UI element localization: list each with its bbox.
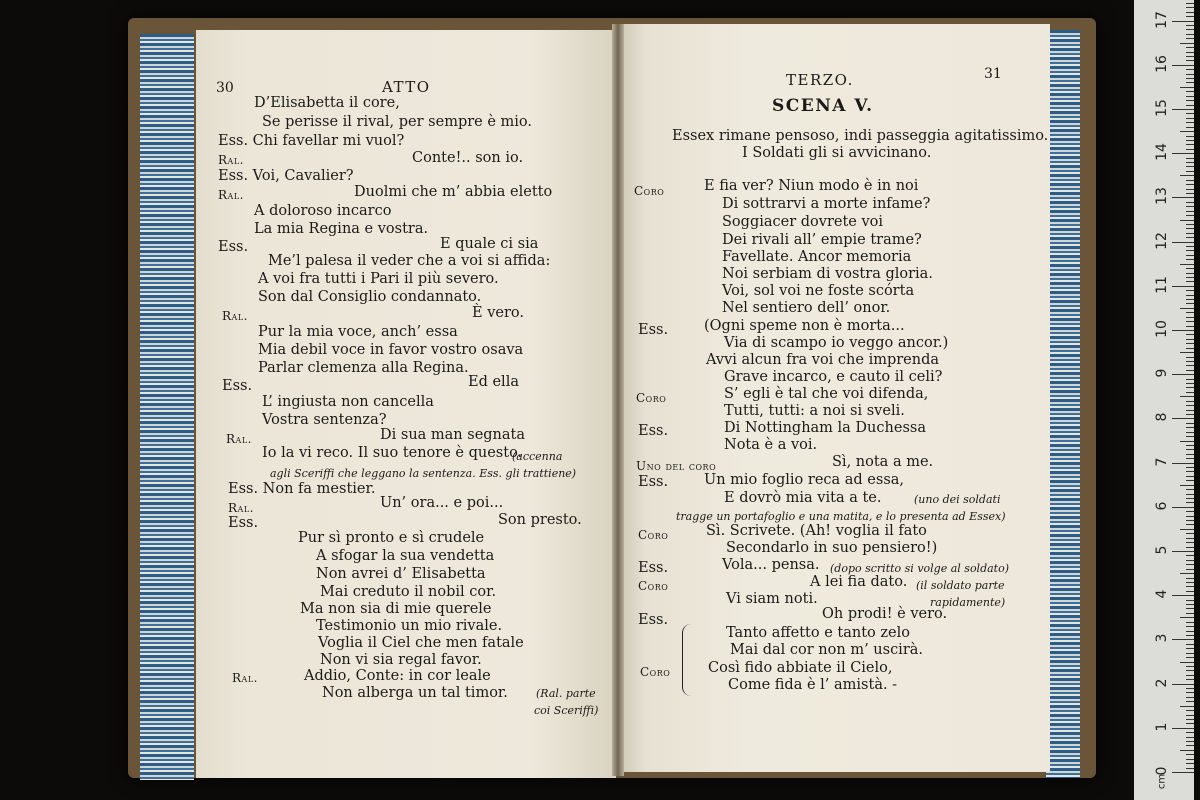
ruler-tick bbox=[1186, 701, 1194, 702]
right-running-header: TERZO. bbox=[786, 71, 854, 89]
ruler-tick bbox=[1180, 706, 1194, 707]
ruler-tick bbox=[1180, 131, 1194, 132]
ruler-tick bbox=[1172, 153, 1194, 154]
scene-title: SCENA V. bbox=[772, 96, 874, 116]
left-text-line: A doloroso incarco bbox=[254, 203, 392, 219]
ruler-tick bbox=[1186, 149, 1194, 150]
right-text-line: I Soldati gli si avvicinano. bbox=[742, 145, 932, 161]
right-text-line: Coro bbox=[634, 184, 665, 198]
ruler-tick bbox=[1180, 750, 1194, 751]
ruler-tick bbox=[1186, 516, 1194, 517]
ruler-number: 6 bbox=[1154, 501, 1170, 511]
ruler-tick bbox=[1186, 471, 1194, 472]
ruler-number: 15 bbox=[1154, 99, 1170, 117]
left-text-line: Ral. bbox=[228, 501, 254, 515]
ruler-tick bbox=[1180, 573, 1194, 574]
left-text-line: (accenna bbox=[512, 450, 563, 463]
ruler-tick bbox=[1186, 648, 1194, 649]
left-text-line: Ral. bbox=[218, 188, 244, 202]
left-text-line: Non vi sia regal favor. bbox=[320, 652, 482, 668]
ruler-tick bbox=[1186, 715, 1194, 716]
ruler-tick bbox=[1186, 47, 1194, 48]
measuring-ruler bbox=[1134, 0, 1194, 800]
ruler-tick bbox=[1172, 463, 1194, 464]
left-text-line: (Ral. parte bbox=[536, 687, 596, 700]
right-text-line: (dopo scritto si volge al soldato) bbox=[830, 562, 1010, 575]
ruler-tick bbox=[1186, 547, 1194, 548]
ruler-tick bbox=[1186, 542, 1194, 543]
left-text-line: Ed ella bbox=[468, 374, 519, 390]
ruler-tick bbox=[1186, 467, 1194, 468]
left-text-line: Non avrei d’ Elisabetta bbox=[316, 566, 486, 582]
left-text-line: Non alberga un tal timor. bbox=[322, 685, 508, 701]
ruler-tick bbox=[1186, 675, 1194, 676]
left-text-line: Vostra sentenza? bbox=[262, 412, 387, 428]
ruler-tick bbox=[1186, 74, 1194, 75]
ruler-tick bbox=[1186, 489, 1194, 490]
ruler-tick bbox=[1186, 454, 1194, 455]
ruler-tick bbox=[1186, 644, 1194, 645]
left-text-line: Ma non sia di mie querele bbox=[300, 601, 492, 617]
ruler-tick bbox=[1186, 560, 1194, 561]
ruler-tick bbox=[1186, 480, 1194, 481]
ruler-tick bbox=[1172, 728, 1194, 729]
ruler-tick bbox=[1186, 600, 1194, 601]
ruler-tick bbox=[1186, 383, 1194, 384]
ruler-tick bbox=[1172, 551, 1194, 552]
ruler-number: 9 bbox=[1154, 368, 1170, 378]
left-text-line: Ral. bbox=[226, 432, 252, 446]
left-text-line: Voglia il Ciel che men fatale bbox=[318, 635, 524, 651]
left-text-line: Addio, Conte: in cor leale bbox=[304, 668, 491, 684]
ruler-tick bbox=[1186, 688, 1194, 689]
ruler-tick bbox=[1186, 657, 1194, 658]
ruler-tick bbox=[1186, 410, 1194, 411]
ruler-number: 11 bbox=[1154, 275, 1170, 294]
left-text-line: Un’ ora... e poi... bbox=[380, 495, 504, 511]
ruler-tick bbox=[1186, 12, 1194, 13]
ruler-number: 2 bbox=[1154, 678, 1170, 688]
ruler-tick bbox=[1186, 392, 1194, 393]
ruler-tick bbox=[1186, 502, 1194, 503]
ruler-tick bbox=[1186, 281, 1194, 282]
ruler-tick bbox=[1186, 16, 1194, 17]
right-text-line: Vola... pensa. bbox=[722, 557, 820, 573]
ruler-tick bbox=[1186, 520, 1194, 521]
chorus-brace bbox=[682, 624, 691, 696]
left-text-line: Son presto. bbox=[498, 512, 582, 528]
left-text-line: Ess. bbox=[218, 239, 249, 255]
right-text-line: Dei rivali all’ empie trame? bbox=[722, 232, 922, 248]
ruler-tick bbox=[1186, 670, 1194, 671]
ruler-tick bbox=[1180, 529, 1194, 530]
book-gutter bbox=[612, 24, 624, 776]
right-text-line: Ess. bbox=[638, 560, 669, 576]
ruler-tick bbox=[1186, 180, 1194, 181]
ruler-tick bbox=[1186, 7, 1194, 8]
left-running-header: ATTO bbox=[382, 78, 431, 96]
ruler-tick bbox=[1186, 533, 1194, 534]
ruler-tick bbox=[1186, 538, 1194, 539]
ruler-number: 17 bbox=[1154, 10, 1170, 29]
ruler-tick bbox=[1186, 259, 1194, 260]
ruler-tick bbox=[1186, 29, 1194, 30]
ruler-tick bbox=[1180, 441, 1194, 442]
ruler-tick bbox=[1186, 582, 1194, 583]
right-text-line: Sì. Scrivete. (Ah! voglia il fato bbox=[706, 523, 927, 539]
right-text-line: Ess. bbox=[638, 474, 669, 490]
right-text-line: Coro bbox=[638, 579, 669, 593]
left-text-line: Ral. bbox=[218, 153, 244, 167]
ruler-tick bbox=[1186, 365, 1194, 366]
ruler-tick bbox=[1186, 604, 1194, 605]
ruler-tick bbox=[1186, 144, 1194, 145]
ruler-number: 5 bbox=[1154, 545, 1170, 555]
ruler-tick bbox=[1186, 339, 1194, 340]
ruler-tick bbox=[1172, 418, 1194, 419]
ruler-tick bbox=[1186, 277, 1194, 278]
ruler-tick bbox=[1186, 476, 1194, 477]
ruler-tick bbox=[1186, 763, 1194, 764]
left-text-line: Di sua man segnata bbox=[380, 427, 526, 443]
left-text-line: La mia Regina e vostra. bbox=[254, 221, 429, 237]
left-text-line: Ess. Voi, Cavalier? bbox=[218, 168, 354, 184]
ruler-tick bbox=[1186, 653, 1194, 654]
ruler-tick bbox=[1172, 639, 1194, 640]
ruler-tick bbox=[1186, 449, 1194, 450]
ruler-tick bbox=[1186, 586, 1194, 587]
right-text-line: Tutti, tutti: a noi si sveli. bbox=[724, 403, 905, 419]
ruler-tick bbox=[1186, 423, 1194, 424]
ruler-tick bbox=[1186, 692, 1194, 693]
left-page-edge bbox=[140, 34, 194, 780]
right-text-line: Mai dal cor non m’ uscirà. bbox=[730, 642, 924, 658]
ruler-tick bbox=[1186, 184, 1194, 185]
left-text-line: A sfogar la sua vendetta bbox=[316, 548, 495, 564]
left-text-line: Parlar clemenza alla Regina. bbox=[258, 360, 469, 376]
ruler-tick bbox=[1180, 220, 1194, 221]
right-text-line: Oh prodi! è vero. bbox=[822, 606, 948, 622]
ruler-tick bbox=[1186, 494, 1194, 495]
ruler-tick bbox=[1186, 759, 1194, 760]
ruler-tick bbox=[1186, 334, 1194, 335]
right-text-line: (uno dei soldati bbox=[914, 493, 1001, 506]
right-text-line: Soggiacer dovrete voi bbox=[722, 214, 884, 230]
ruler-tick bbox=[1186, 158, 1194, 159]
ruler-tick bbox=[1186, 754, 1194, 755]
ruler-tick bbox=[1186, 511, 1194, 512]
ruler-tick bbox=[1186, 723, 1194, 724]
ruler-number: 12 bbox=[1154, 231, 1170, 250]
left-text-line: Duolmi che m’ abbia eletto bbox=[354, 184, 553, 200]
right-text-line: Un mio foglio reca ad essa, bbox=[704, 472, 905, 488]
ruler-tick bbox=[1186, 737, 1194, 738]
ruler-tick bbox=[1186, 569, 1194, 570]
ruler-tick bbox=[1172, 286, 1194, 287]
left-text-line: A voi fra tutti i Pari il più severo. bbox=[258, 271, 499, 287]
ruler-tick bbox=[1186, 206, 1194, 207]
ruler-tick bbox=[1186, 122, 1194, 123]
ruler-tick bbox=[1186, 436, 1194, 437]
ruler-tick bbox=[1186, 202, 1194, 203]
left-text-line: Pur sì pronto e sì crudele bbox=[298, 530, 485, 546]
ruler-tick bbox=[1186, 56, 1194, 57]
ruler-tick bbox=[1186, 91, 1194, 92]
right-text-line: S’ egli è tal che voi difenda, bbox=[724, 386, 929, 402]
left-text-line: Io la vi reco. Il suo tenore è questo. bbox=[262, 445, 523, 461]
ruler-tick bbox=[1186, 193, 1194, 194]
left-text-line: Son dal Consiglio condannato. bbox=[258, 289, 482, 305]
ruler-tick bbox=[1186, 189, 1194, 190]
ruler-tick bbox=[1180, 87, 1194, 88]
ruler-tick bbox=[1186, 370, 1194, 371]
ruler-tick bbox=[1186, 105, 1194, 106]
left-text-line: È vero. bbox=[472, 305, 524, 321]
right-text-line: Coro bbox=[636, 391, 667, 405]
left-text-line: L’ ingiusta non cancella bbox=[262, 394, 434, 410]
ruler-number: 10 bbox=[1154, 320, 1170, 338]
ruler-tick bbox=[1186, 246, 1194, 247]
ruler-tick bbox=[1180, 662, 1194, 663]
ruler-tick bbox=[1186, 631, 1194, 632]
left-text-line: agli Sceriffi che leggano la sentenza. Ess. gli trattiene) bbox=[270, 467, 577, 480]
ruler-tick bbox=[1186, 321, 1194, 322]
ruler-tick bbox=[1186, 60, 1194, 61]
ruler-tick bbox=[1186, 719, 1194, 720]
ruler-tick bbox=[1186, 162, 1194, 163]
ruler-tick bbox=[1186, 414, 1194, 415]
ruler-number: 3 bbox=[1154, 633, 1170, 643]
ruler-tick bbox=[1186, 273, 1194, 274]
right-text-line: Ess. bbox=[638, 423, 669, 439]
left-text-line: Me’l palesa il veder che a voi si affida: bbox=[268, 253, 551, 269]
right-page-edge bbox=[1046, 30, 1080, 778]
right-text-line: Sì, nota a me. bbox=[832, 454, 934, 470]
ruler-number: 14 bbox=[1154, 143, 1170, 162]
ruler-number: 16 bbox=[1154, 54, 1170, 73]
ruler-tick bbox=[1186, 317, 1194, 318]
right-text-line: (il soldato parte bbox=[916, 579, 1005, 592]
right-text-line: tragge un portafoglio e una matita, e lo presenta ad Essex) bbox=[676, 510, 1006, 523]
ruler-number: 1 bbox=[1154, 722, 1170, 732]
ruler-tick bbox=[1180, 352, 1194, 353]
ruler-tick bbox=[1172, 374, 1194, 375]
right-text-line: Come fida è l’ amistà. - bbox=[728, 677, 898, 693]
ruler-tick bbox=[1186, 166, 1194, 167]
right-text-line: (Ogni speme non è morta... bbox=[704, 318, 905, 334]
ruler-tick bbox=[1172, 772, 1194, 773]
ruler-tick bbox=[1186, 555, 1194, 556]
ruler-tick bbox=[1186, 697, 1194, 698]
ruler-tick bbox=[1186, 52, 1194, 53]
ruler-tick bbox=[1172, 507, 1194, 508]
ruler-tick bbox=[1186, 635, 1194, 636]
right-text-line: E dovrò mia vita a te. bbox=[724, 490, 882, 506]
left-text-line: Ess. bbox=[228, 515, 259, 531]
ruler-tick bbox=[1186, 295, 1194, 296]
ruler-tick bbox=[1180, 264, 1194, 265]
ruler-tick bbox=[1186, 100, 1194, 101]
ruler-tick bbox=[1186, 290, 1194, 291]
ruler-number: 7 bbox=[1154, 457, 1170, 467]
right-text-line: Ess. bbox=[638, 612, 669, 628]
ruler-tick bbox=[1186, 224, 1194, 225]
right-text-line: Nota è a voi. bbox=[724, 437, 818, 453]
ruler-tick bbox=[1186, 303, 1194, 304]
ruler-number: 4 bbox=[1154, 589, 1170, 599]
left-text-line: E quale ci sia bbox=[440, 236, 539, 252]
ruler-unit: cm bbox=[1156, 773, 1168, 790]
ruler-tick bbox=[1186, 140, 1194, 141]
ruler-tick bbox=[1186, 361, 1194, 362]
ruler-tick bbox=[1186, 237, 1194, 238]
left-text-line: Conte!.. son io. bbox=[412, 150, 524, 166]
left-text-line: Testimonio un mio rivale. bbox=[316, 618, 503, 634]
ruler-tick bbox=[1186, 578, 1194, 579]
left-page-number: 30 bbox=[216, 80, 234, 96]
left-text-line: Ess. Chi favellar mi vuol? bbox=[218, 133, 405, 149]
left-text-line: coi Sceriffi) bbox=[534, 704, 599, 717]
ruler-tick bbox=[1186, 679, 1194, 680]
ruler-tick bbox=[1186, 299, 1194, 300]
ruler-tick bbox=[1186, 405, 1194, 406]
ruler-tick bbox=[1186, 215, 1194, 216]
ruler-tick bbox=[1180, 43, 1194, 44]
ruler-tick bbox=[1186, 357, 1194, 358]
left-text-line: D’Elisabetta il core, bbox=[254, 95, 400, 111]
ruler-tick bbox=[1186, 171, 1194, 172]
ruler-tick bbox=[1186, 524, 1194, 525]
ruler-tick bbox=[1172, 330, 1194, 331]
ruler-tick bbox=[1186, 498, 1194, 499]
ruler-tick bbox=[1186, 343, 1194, 344]
left-text-line: Ral. bbox=[232, 671, 258, 685]
ruler-tick bbox=[1186, 78, 1194, 79]
right-text-line: Grave incarco, e cauto il celi? bbox=[724, 369, 943, 385]
ruler-tick bbox=[1186, 228, 1194, 229]
ruler-tick bbox=[1186, 25, 1194, 26]
ruler-tick bbox=[1186, 255, 1194, 256]
right-text-line: Tanto affetto e tanto zelo bbox=[726, 625, 910, 641]
ruler-tick bbox=[1186, 268, 1194, 269]
ruler-tick bbox=[1186, 38, 1194, 39]
right-text-line: Di sottrarvi a morte infame? bbox=[722, 196, 931, 212]
ruler-tick bbox=[1186, 96, 1194, 97]
right-text-line: Nel sentiero dell’ onor. bbox=[722, 300, 891, 316]
ruler-tick bbox=[1186, 622, 1194, 623]
right-text-line: Avvi alcun fra voi che imprenda bbox=[706, 352, 940, 368]
ruler-tick bbox=[1186, 732, 1194, 733]
ruler-number: 0 bbox=[1154, 766, 1170, 776]
ruler-tick bbox=[1172, 684, 1194, 685]
left-text-line: Mia debil voce in favor vostro osava bbox=[258, 342, 524, 358]
ruler-tick bbox=[1186, 312, 1194, 313]
ruler-tick bbox=[1186, 401, 1194, 402]
ruler-tick bbox=[1172, 197, 1194, 198]
ruler-tick bbox=[1186, 211, 1194, 212]
ruler-tick bbox=[1180, 308, 1194, 309]
ruler-tick bbox=[1186, 564, 1194, 565]
left-text-line: Ess. bbox=[222, 378, 253, 394]
ruler-tick bbox=[1186, 432, 1194, 433]
ruler-tick bbox=[1186, 458, 1194, 459]
ruler-tick bbox=[1186, 710, 1194, 711]
right-text-line: Via di scampo io veggo ancor.) bbox=[724, 335, 949, 351]
right-text-line: rapidamente) bbox=[930, 596, 1006, 609]
ruler-tick bbox=[1186, 666, 1194, 667]
right-text-line: Di Nottingham la Duchessa bbox=[724, 420, 926, 436]
left-text-line: Ral. bbox=[222, 309, 248, 323]
ruler-tick bbox=[1180, 485, 1194, 486]
left-text-line: Mai creduto il nobil cor. bbox=[320, 584, 497, 600]
ruler-tick bbox=[1186, 348, 1194, 349]
ruler-tick bbox=[1186, 113, 1194, 114]
ruler-tick bbox=[1186, 127, 1194, 128]
ruler-tick bbox=[1186, 3, 1194, 4]
left-text-line: Pur la mia voce, anch’ essa bbox=[258, 324, 458, 340]
right-text-line: Secondarlo in suo pensiero!) bbox=[726, 540, 938, 556]
ruler-tick bbox=[1186, 379, 1194, 380]
ruler-tick bbox=[1186, 118, 1194, 119]
right-text-line: Ess. bbox=[638, 322, 669, 338]
ruler-tick bbox=[1180, 175, 1194, 176]
ruler-tick bbox=[1186, 741, 1194, 742]
ruler-tick bbox=[1172, 242, 1194, 243]
ruler-tick bbox=[1172, 21, 1194, 22]
ruler-tick bbox=[1186, 608, 1194, 609]
ruler-tick bbox=[1186, 69, 1194, 70]
ruler-tick bbox=[1180, 396, 1194, 397]
ruler-tick bbox=[1186, 626, 1194, 627]
right-page-number: 31 bbox=[984, 66, 1002, 82]
ruler-tick bbox=[1186, 233, 1194, 234]
right-text-line: A lei fia dato. bbox=[810, 574, 908, 590]
ruler-tick bbox=[1186, 387, 1194, 388]
ruler-tick bbox=[1186, 768, 1194, 769]
ruler-number: 8 bbox=[1154, 412, 1170, 422]
right-text-line: Essex rimane pensoso, indi passeggia agitatissimo. bbox=[672, 128, 1049, 144]
ruler-tick bbox=[1180, 617, 1194, 618]
right-text-line: Coro bbox=[638, 528, 669, 542]
ruler-tick bbox=[1172, 595, 1194, 596]
right-text-line: E fia ver? Niun modo è in noi bbox=[704, 178, 919, 194]
ruler-number: 13 bbox=[1154, 187, 1170, 206]
ruler-tick bbox=[1186, 427, 1194, 428]
right-text-line: Favellate. Ancor memoria bbox=[722, 249, 912, 265]
left-text-line: Se perisse il rival, per sempre è mio. bbox=[262, 114, 533, 130]
right-text-line: Coro bbox=[640, 665, 671, 679]
ruler-tick bbox=[1186, 34, 1194, 35]
right-text-line: Vi siam noti. bbox=[726, 591, 818, 607]
ruler-tick bbox=[1186, 136, 1194, 137]
ruler-tick bbox=[1186, 445, 1194, 446]
ruler-tick bbox=[1172, 109, 1194, 110]
ruler-tick bbox=[1172, 65, 1194, 66]
ruler-tick bbox=[1186, 326, 1194, 327]
ruler-tick bbox=[1186, 250, 1194, 251]
ruler-tick bbox=[1186, 591, 1194, 592]
left-text-line: Ess. Non fa mestier. bbox=[228, 481, 376, 497]
ruler-tick bbox=[1186, 82, 1194, 83]
ruler-tick bbox=[1186, 613, 1194, 614]
right-text-line: Uno del coro bbox=[636, 459, 717, 473]
ruler-tick bbox=[1186, 745, 1194, 746]
right-text-line: Voi, sol voi ne foste scórta bbox=[722, 283, 915, 299]
right-text-line: Noi serbiam di vostra gloria. bbox=[722, 266, 933, 282]
right-text-line: Così fido abbiate il Cielo, bbox=[708, 660, 893, 676]
